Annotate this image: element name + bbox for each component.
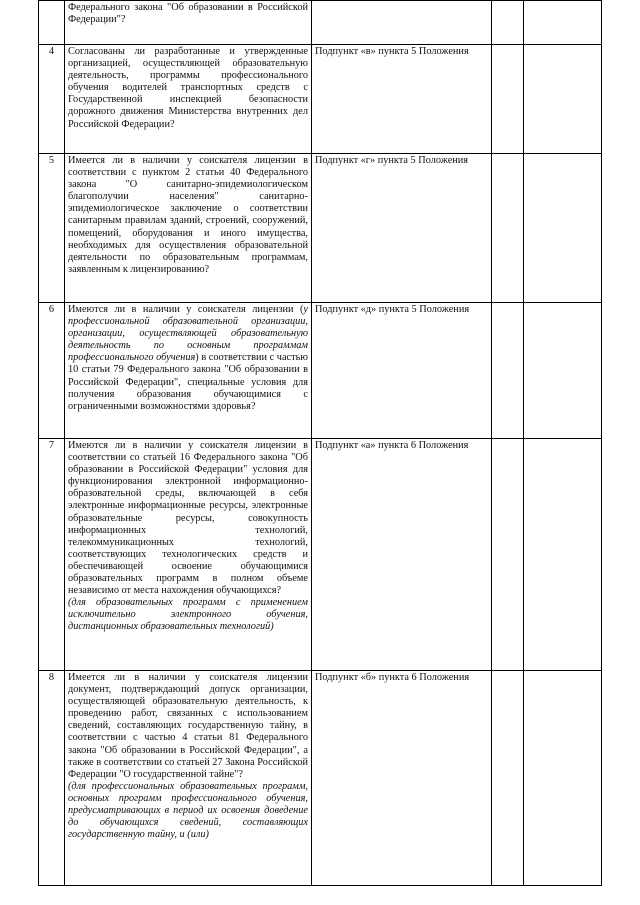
question-text: Согласованы ли разработанные и утвержденные организацией, осуществляющей образовательную деятельность, программы профессионального обучения водителей транспортных средств с Государственной инспекцией безопасности дорожного движения Министерства внутренних дел Российской Федерации? (68, 46, 308, 130)
row-number: 6 (39, 303, 65, 439)
empty-cell (492, 45, 524, 154)
question-cell (65, 45, 312, 154)
table-row (39, 303, 602, 439)
question-cell (65, 303, 312, 439)
empty-cell (492, 671, 524, 886)
table-row (39, 154, 602, 303)
empty-cell (524, 671, 602, 886)
question-text: Имеется ли в наличии у соискателя лицензии документ, подтверждающий допуск организации, осуществляющей образовательную деятельность, к проведению работ, связанных с использованием сведений, составляющих государственную тайну, в соответствии с частью 4 статьи 81 Федерального закона "Об образовании в Российской Федерации", а также в соответствии со статьей 27 Закона Российской Федерации "О государственной тайне"? (68, 672, 308, 780)
question-note: (для профессиональных образовательных программ, основных программ профессионального обучения, предусматривающих в период их освоения доведение до обучающихся сведений, составляющих государственную тайну, и (или) (68, 780, 308, 841)
question-cell (65, 671, 312, 886)
question-cell (65, 1, 312, 45)
empty-cell (524, 1, 602, 45)
question-text (68, 304, 308, 413)
question-text: Имеются ли в наличии у соискателя лицензии в соответствии со статьей 16 Федерального закона "Об образовании в Российской Федерации" условия для функционирования электронной информационно-образовательной среды, включающей в себя электронные информационные ресурсы, электронные образовательные ресурсы, совокупность информационных технологий, телекоммуникационных технологий, соответствующих технологических средств и обеспечивающей освоение обучающимися образовательных программ в полном объеме независимо от места нахождения обучающихся? (68, 440, 308, 597)
empty-cell (524, 154, 602, 303)
question-text-part: Имеются ли в наличии у соискателя лицензии ( (68, 304, 304, 315)
question-text: Имеется ли в наличии у соискателя лицензии в соответствии с пунктом 2 статьи 40 Федерального закона "О санитарно-эпидемиологическом благополучии населения" санитарно-эпидемиологическое заключение о соответствии санитарным правилам зданий, строений, сооружений, помещений, оборудования и иного имущества, необходимых для осуществления образовательной деятельности по образовательным программам, заявленным к лицензированию? (68, 155, 308, 275)
reference-cell: Подпункт «д» пункта 5 Положения (312, 303, 492, 439)
empty-cell (492, 439, 524, 671)
empty-cell (492, 154, 524, 303)
question-text: Федерального закона "Об образовании в Российской Федерации"? (68, 2, 308, 26)
row-number: 5 (39, 154, 65, 303)
reference-cell: Подпункт «б» пункта 6 Положения (312, 671, 492, 886)
table-row (39, 1, 602, 45)
empty-cell (524, 303, 602, 439)
row-number: 8 (39, 671, 65, 886)
question-text-part: ) в соответствии с частью 10 статьи 79 Федерального закона "Об образовании в Российской Федерации", специальные условия для получения образования обучающимися с ограниченными возможностями здоровья? (68, 352, 308, 412)
reference-cell: Подпункт «а» пункта 6 Положения (312, 439, 492, 671)
requirements-table (38, 0, 602, 886)
empty-cell (524, 45, 602, 154)
empty-cell (492, 1, 524, 45)
question-text-italic: у профессиональной образовательной организации, организации, осуществляющей образовательную деятельность по основным программам профессионального обучения (68, 304, 308, 364)
question-cell (65, 439, 312, 671)
table-row (39, 671, 602, 886)
question-note: (для образовательных программ с применением исключительно электронного обучения, дистанционных образовательных технологий) (68, 597, 308, 633)
row-number: 7 (39, 439, 65, 671)
question-cell (65, 154, 312, 303)
empty-cell (492, 303, 524, 439)
row-number (39, 1, 65, 45)
reference-cell (312, 1, 492, 45)
empty-cell (524, 439, 602, 671)
reference-cell: Подпункт «в» пункта 5 Положения (312, 45, 492, 154)
table-row (39, 439, 602, 671)
reference-cell: Подпункт «г» пункта 5 Положения (312, 154, 492, 303)
table-row (39, 45, 602, 154)
row-number: 4 (39, 45, 65, 154)
